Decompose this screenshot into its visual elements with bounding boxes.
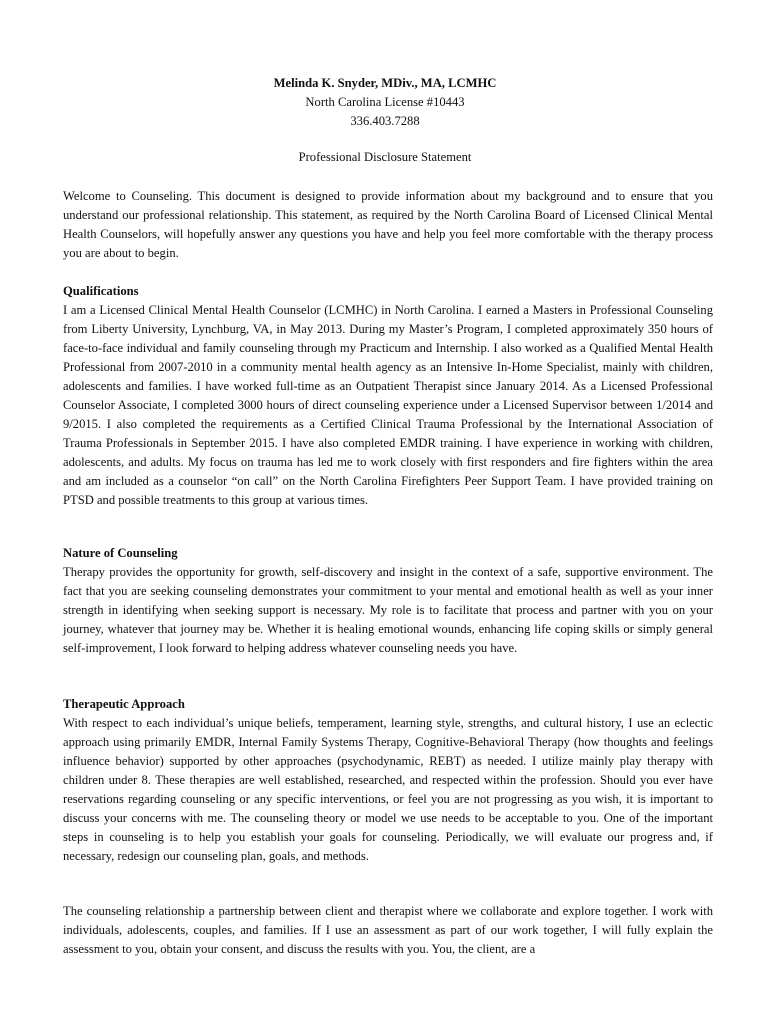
intro-paragraph: Welcome to Counseling. This document is designed to provide information about my background and to ensure that you understand our professional relationship. This statement, as required by the North Carolina Board of Licensed Clinical Mental Health Counselors, will hopefully answer any questions you have and help you feel more comfortable with the therapy process you are about to begin.	[63, 189, 713, 260]
document-title: Professional Disclosure Statement	[298, 150, 472, 164]
qualifications-paragraph: I am a Licensed Clinical Mental Health Counselor (LCMHC) in North Carolina. I earned a Masters in Professional Counseling from Liberty University, Lynchburg, VA, in May 2013. During my Master’s Program, I completed approximately 350 hours of face-to-face individual and family counseling through my Practicum and Internship. I also worked as a Qualified Mental Health Professional from 2007-2010 in a community mental health agency as an Intensive In-Home Specialist, mainly with children, adolescents and families. I have worked full-time as an Outpatient Therapist since January 2014. As a Licensed Professional Counselor Associate, I completed 3000 hours of direct counseling experience under a Licensed Supervisor between 1/2014 and 9/2015. I also completed the requirements as a Certified Clinical Trauma Professional by the International Association of Trauma Professionals in September 2015. I have also completed EMDR training. I have experience in working with children, adolescents, and adults. My focus on trauma has led me to work closely with first responders and fire fighters within the area and am included as a counselor “on call” on the North Carolina Firefighters Peer Support Team. I have provided training on PTSD and possible treatments to this group at various times.	[63, 303, 713, 507]
section-heading-nature: Nature of Counseling	[63, 546, 178, 560]
section-heading-approach: Therapeutic Approach	[63, 697, 185, 711]
nature-section	[63, 544, 713, 658]
approach-paragraph: With respect to each individual’s unique beliefs, temperament, learning style, strengths, and cultural history, I use an eclectic approach using primarily EMDR, Internal Family Systems Therapy, Cognitive-Behavioral Therapy (how thoughts and feelings influence behavior) supported by other approaches (psychodynamic, REBT) as needed. I utilize mainly play therapy with children under 8. These therapies are well established, researched, and respected within the profession. Should you ever have reservations regarding counseling or any specific interventions, or feel you are not progressing as you wish, it is important to discuss your concerns with me. The counseling theory or model we use needs to be acceptable to you. One of the important steps in counseling is to help you establish your goals for counseling. Periodically, we will evaluate our progress and, if necessary, redesign our counseling plan, goals, and methods.	[63, 716, 713, 863]
phone-number: 336.403.7288	[350, 114, 420, 128]
relationship-paragraph: The counseling relationship a partnership between client and therapist where we collaborate and explore together. I work with individuals, adolescents, couples, and families. If I use an assessment as part of our work together, I will fully explain the assessment to you, obtain your consent, and discuss the results with you. You, the client, are a	[63, 904, 713, 956]
relationship-section	[63, 902, 713, 959]
nature-paragraph: Therapy provides the opportunity for growth, self-discovery and insight in the context of a safe, supportive environment. The fact that you are seeking counseling demonstrates your commitment to your mental and emotional health as well as your inner strength in identifying when seeking support is necessary. My role is to facilitate that process and partner with you on your journey, whatever that journey may be. Whether it is healing emotional wounds, enhancing life coping skills or simply general self-improvement, I look forward to helping address whatever counseling needs you have.	[63, 565, 713, 655]
license-number: North Carolina License #10443	[305, 95, 465, 109]
counselor-name: Melinda K. Snyder, MDiv., MA, LCMHC	[273, 76, 497, 90]
intro-section	[63, 187, 713, 263]
document-header	[0, 74, 770, 131]
qualifications-section	[63, 282, 713, 510]
approach-section	[63, 695, 713, 866]
section-heading-qualifications: Qualifications	[63, 284, 139, 298]
